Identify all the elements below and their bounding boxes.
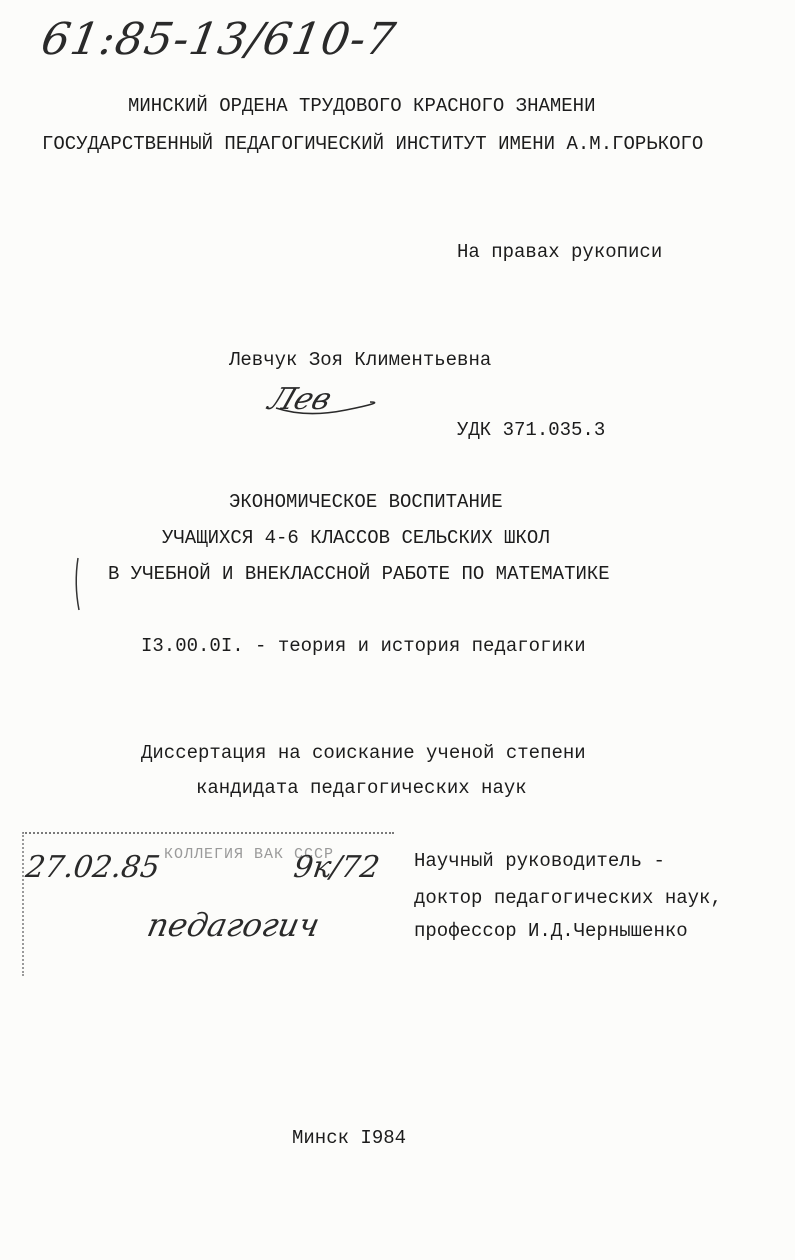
dissertation-line-1: Диссертация на соискание ученой степени (141, 742, 586, 764)
institute-line-2: ГОСУДАРСТВЕННЫЙ ПЕДАГОГИЧЕСКИЙ ИНСТИТУТ ИМЕНИ А.М.ГОРЬКОГО (42, 133, 704, 155)
signature-underline (263, 382, 376, 424)
dissertation-line-2: кандидата педагогических наук (196, 777, 527, 799)
archive-number: 61:85-13/610-7 (37, 14, 400, 65)
udk-code: УДК 371.035.3 (457, 419, 606, 441)
margin-bracket (70, 556, 86, 612)
stamp-number: 9к/72 (291, 850, 382, 885)
supervisor-line-1: Научный руководитель - (414, 850, 665, 872)
stamp-handwritten: педагогич (143, 906, 324, 944)
title-line-1: ЭКОНОМИЧЕСКОЕ ВОСПИТАНИЕ (229, 491, 503, 513)
rights-note: На правах рукописи (457, 241, 663, 263)
author-name: Левчук Зоя Климентьевна (229, 349, 492, 371)
stamp-faded-text: КОЛЛЕГИЯ ВАК СССР (164, 846, 335, 863)
place-year: Минск I984 (292, 1127, 407, 1149)
author-signature: Лев (263, 382, 337, 417)
supervisor-line-2: доктор педагогических наук, (414, 887, 722, 909)
supervisor-line-3: профессор И.Д.Чернышенко (414, 920, 688, 942)
title-line-3: В УЧЕБНОЙ И ВНЕКЛАССНОЙ РАБОТЕ ПО МАТЕМАТИКЕ (108, 563, 610, 585)
title-line-2: УЧАЩИХСЯ 4-6 КЛАССОВ СЕЛЬСКИХ ШКОЛ (162, 527, 550, 549)
stamp-date: 27.02.85 (23, 850, 163, 885)
specialty: I3.00.0I. - теория и история педагогики (141, 635, 586, 657)
archive-stamp (22, 832, 394, 976)
institute-line-1: МИНСКИЙ ОРДЕНА ТРУДОВОГО КРАСНОГО ЗНАМЕНИ (128, 95, 596, 117)
